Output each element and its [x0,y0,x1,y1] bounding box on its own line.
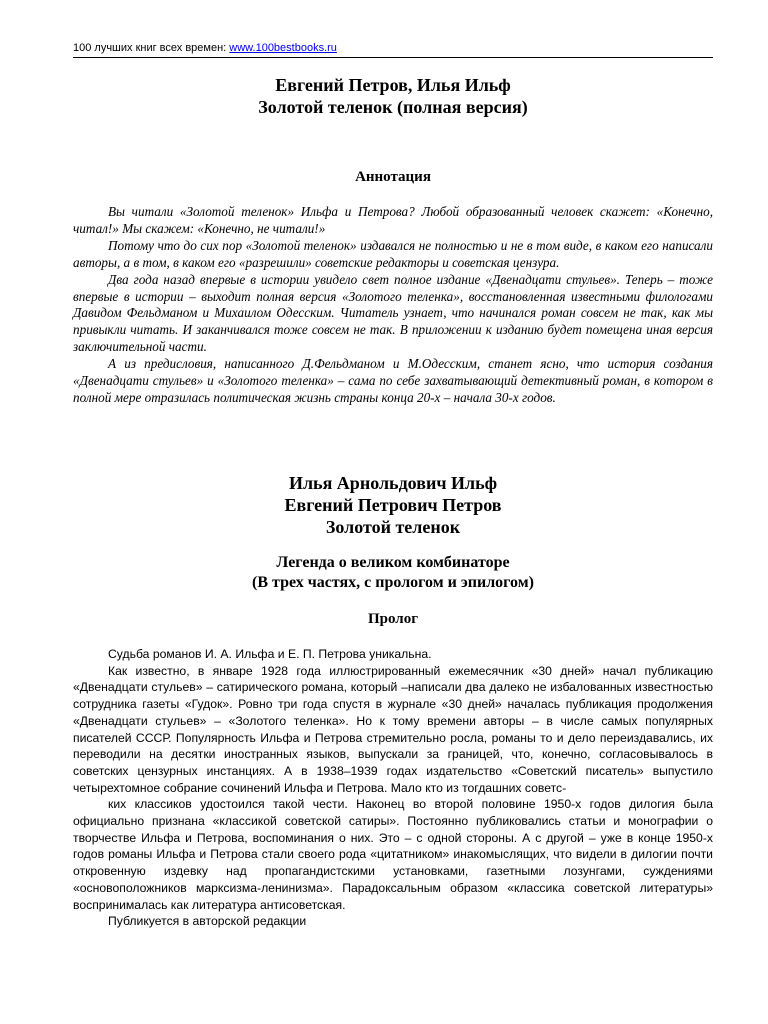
annotation-body [73,204,713,407]
subtitle-line2: (В трех частях, с прологом и эпилогом) [252,574,534,591]
prolog-body [73,646,713,930]
book-title: Золотой теленок [325,517,461,537]
subtitle-line1: Легенда о великом комбинаторе [276,554,510,571]
prolog-paragraph: Публикуется в авторской редакции [108,914,307,929]
annotation-heading: Аннотация [355,169,431,185]
book-title-block [73,74,713,118]
annotation-paragraph: Потому что до сих пор «Золотой теленок» издавался не полностью и не в том виде, в каком его написали авторы, а в том, в каком его «разрешили» советские редакторы и советская цензура. [73,237,713,270]
annotation-paragraph: Вы читали «Золотой теленок» Ильфа и Петрова? Любой образованный человек скажет: «Конечно, читал!» Мы скажем: «Конечно, не читали!» [73,204,713,236]
prolog-paragraph: ких классиков удостоился такой чести. Наконец во второй половине 1950-х годов дилогия была официально признана «классикой советской сатиры». Постоянно публиковались статьи и монографии о творчестве Ильфа и Петрова, воспоминания о них. Это – с одной стороны. А с другой – уже в конце 1950-х годов романы Ильфа и Петрова стали своего рода «цитатником» инакомыслящих, что видели в дилогии почти откровенную издевку над пропагандистскими установками, газетными лозунгами, суждениями «основоположников марксизма-ленинизма». Парадоксальным образом «классика советской литературы» воспринималась как литература антисоветская. [73,797,713,912]
prolog-paragraph: Как известно, в январе 1928 года иллюстрированный ежемесячник «30 дней» начал публикацию «Двенадцати стульев» – сатирического романа, который –написали два далеко не избалованных известностью сотрудника газеты «Гудок». Ровно три года спустя в журнале «30 дней» началась публикация продолжения «Двенадцати стульев» – «Золотого теленка». Но к тому времени авторы – в числе самых популярных писателей СССР. Популярность Ильфа и Петрова стремительно росла, романы то и дело переиздавались, их переводили на десятки иностранных языков, выпускали за границей, что, конечно, согласовывалось в советских цензурных инстанциях. А в 1938–1939 годах издательство «Советский писатель» выпустило четырехтомное собрание сочинений Ильфа и Петрова. Мало кто из тогдашних советс- [73,663,713,795]
prolog-paragraph: Судьба романов И. А. Ильфа и Е. П. Петрова уникальна. [108,647,432,661]
page-header [73,41,713,55]
annotation-paragraph: Два года назад впервые в истории увидело свет полное издание «Двенадцати стульев». Теперь – тоже впервые в истории – выходит полная версия «Золотого теленка», восстановленная известными филологами Давидом Фельдманом и Михаилом Одесским. Читатель узнает, что начинался роман совсем не так, как мы привыкли читать. И заканчивался тоже совсем не так. В приложении к изданию будет помещена иная версия заключительной части. [73,271,713,355]
annotation-paragraph: А из предисловия, написанного Д.Фельдманом и М.Одесским, станет ясно, что история создания «Двенадцати стульев» и «Золотого теленка» – сама по себе захватывающий детективный роман, в котором в полной мере отразилась политическая жизнь страны конца 20-х – начала 30-х годов. [73,356,713,405]
author-ilf: Илья Арнольдович Ильф [288,473,498,493]
title-book: Золотой теленок (полная версия) [258,97,528,117]
header-divider [73,57,713,58]
header-link[interactable]: www.100bestbooks.ru [229,42,337,54]
prolog-heading: Пролог [367,611,419,627]
header-prefix: 100 лучших книг всех времен: [73,42,230,54]
authors-full-block [73,472,713,538]
author-petrov: Евгений Петрович Петров [284,495,502,515]
subtitle-block [73,553,713,593]
title-authors: Евгений Петров, Илья Ильф [275,75,511,95]
